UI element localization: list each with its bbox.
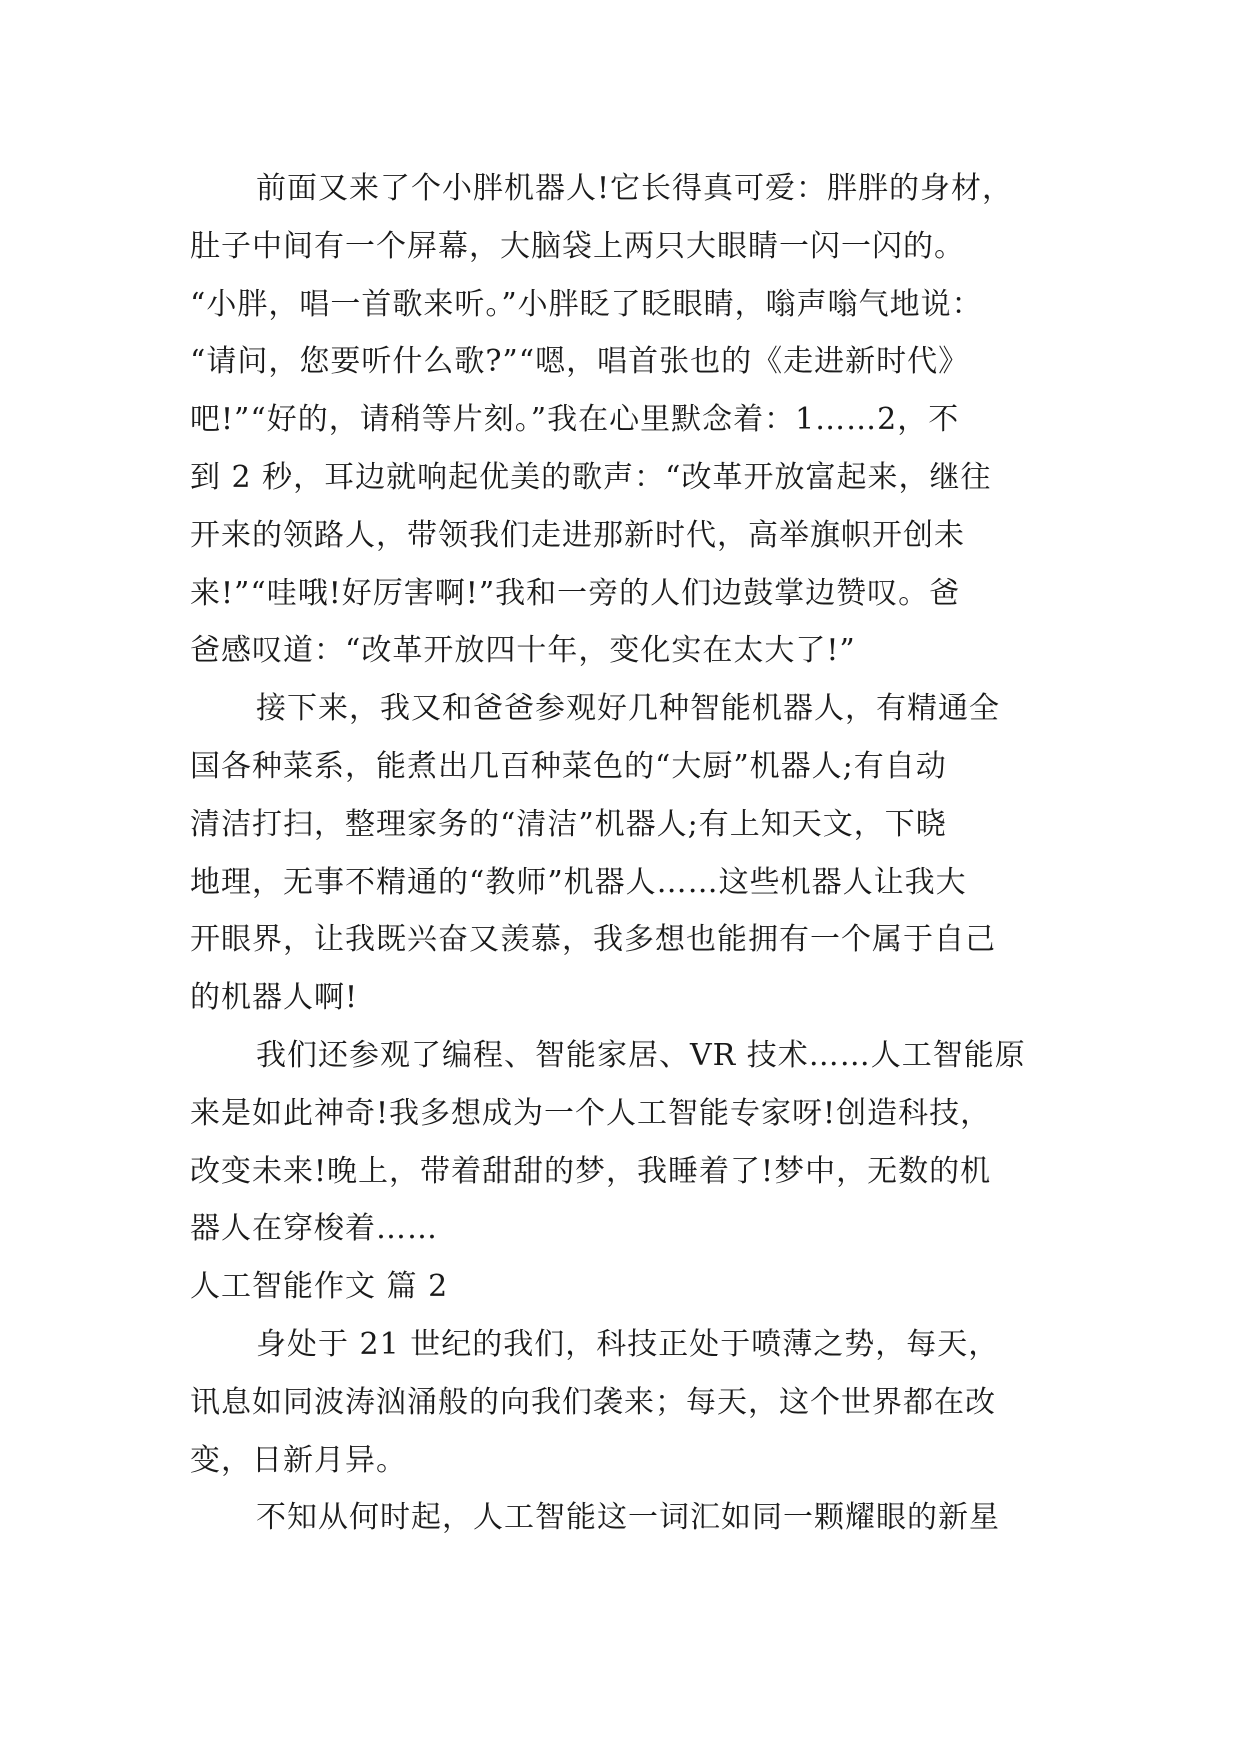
text-line: 器人在穿梭着……: [190, 1211, 438, 1247]
text-line: 变，日新月异。: [190, 1442, 407, 1478]
text-line: 开眼界，让我既兴奋又羡慕，我多想也能拥有一个属于自己: [190, 922, 996, 958]
text-line: 前面又来了个小胖机器人!它长得真可爱：胖胖的身材，: [256, 171, 1014, 206]
text-line: 吧!”“好的，请稍等片刻。”我在心里默念着：1……2，不: [190, 402, 960, 438]
text-line: 来是如此神奇!我多想成为一个人工智能专家呀!创造科技，: [190, 1095, 992, 1131]
text-line: 身处于 21 世纪的我们，科技正处于喷薄之势，每天，: [256, 1326, 1000, 1362]
text-line: 肚子中间有一个屏幕，大脑袋上两只大眼睛一闪一闪的。: [190, 228, 965, 264]
text-line: 我们还参观了编程、智能家居、VR 技术……人工智能原: [256, 1037, 1026, 1073]
text-line: 来!”“哇哦!好厉害啊!”我和一旁的人们边鼓掌边赞叹。爸: [190, 575, 961, 611]
text-line: 到 2 秒，耳边就响起优美的歌声：“改革开放富起来，继往: [190, 459, 992, 495]
text-line: 地理，无事不精通的“教师”机器人……这些机器人让我大: [190, 864, 967, 900]
text-line: 不知从何时起，人工智能这一词汇如同一颗耀眼的新星: [256, 1500, 1000, 1536]
text-line: 国各种菜系，能煮出几百种菜色的“大厨”机器人;有自动: [190, 748, 947, 784]
text-line: 讯息如同波涛汹涌般的向我们袭来；每天，这个世界都在改: [190, 1384, 996, 1420]
text-line: 接下来，我又和爸爸参观好几种智能机器人，有精通全: [256, 691, 1000, 727]
text-line: 改变未来!晚上，带着甜甜的梦，我睡着了!梦中，无数的机: [190, 1153, 992, 1189]
text-line: 的机器人啊!: [190, 980, 359, 1016]
text-line: “请问，您要听什么歌?”“嗯，唱首张也的《走进新时代》: [190, 344, 970, 380]
text-line: “小胖，唱一首歌来听。”小胖眨了眨眼睛，嗡声嗡气地说：: [190, 286, 983, 322]
text-line: 爸感叹道：“改革开放四十年，变化实在太大了!”: [190, 633, 856, 669]
text-line: 开来的领路人，带领我们走进那新时代，高举旗帜开创未: [190, 517, 965, 553]
text-line: 清洁打扫，整理家务的“清洁”机器人;有上知天文，下晓: [190, 806, 947, 842]
section-heading: 人工智能作文 篇 2: [190, 1269, 449, 1305]
article-body: [190, 160, 1070, 1547]
